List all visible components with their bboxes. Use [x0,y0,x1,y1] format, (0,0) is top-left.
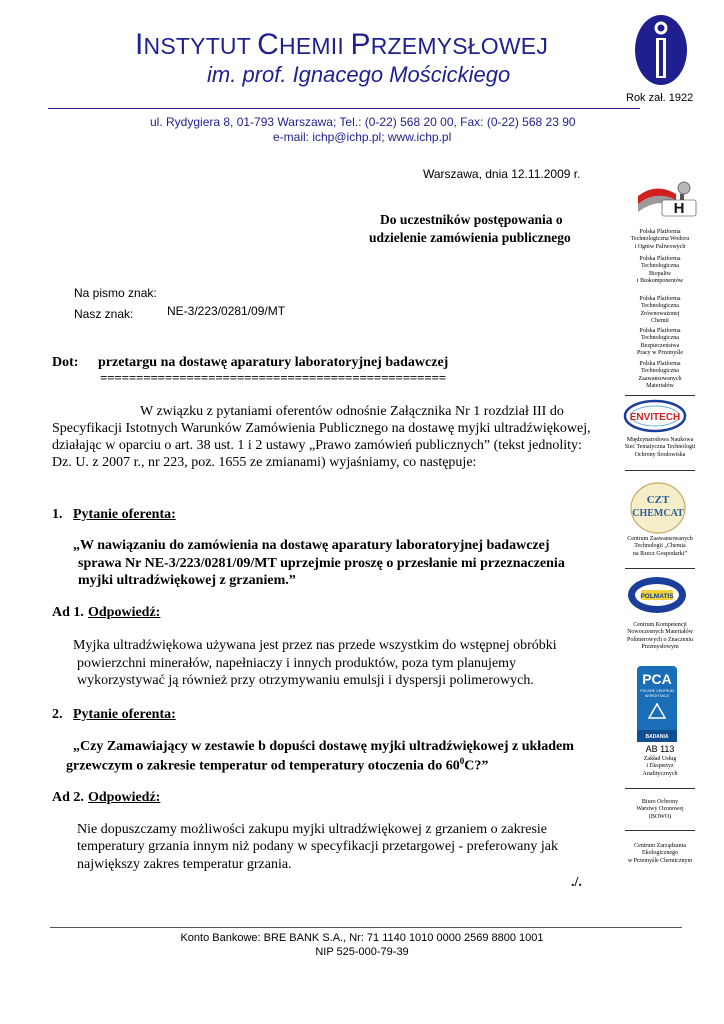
question-number: 1. [52,507,63,522]
accreditation-number: AB 113 [645,744,675,754]
sidebar-caption: Polska Platforma Technologiczna Zaawansowanych Materiałów [638,361,682,390]
h-badge: H [673,200,685,217]
bank-account: Konto Bankowe: BRE BANK S.A., Nr: 71 1140 1010 0000 2569 8800 1001 [180,932,544,944]
ichp-logo-icon [631,10,691,86]
answer-text-line: Myjka ultradźwiękowa używana jest przez nas przede wszystkim do wstępnej obróbki [73,638,557,653]
answer-text-line: temperatury grzania innym niż podany w specyfikacji przetargowej - preferowany jak [77,839,558,854]
intro-line: Dz. U. z 2007 r., nr 223, poz. 1655 ze zmianami) wyjaśniamy, co następuje: [52,455,477,470]
intro-line: działając w oparciu o art. 38 ust. 1 i 2 ustawy „Prawo zamówień publicznych” (tekst jednolity: [52,438,582,453]
pca-wordmark: PCA [642,671,672,687]
sidebar-divider [625,395,695,396]
czt-chemcat-logo-icon [629,481,687,535]
pca-accreditation-logo-icon [637,666,677,742]
sidebar-caption: Polska Platforma Technologiczna Wodoru i Ogniw Paliwowych [630,229,690,250]
sidebar-caption: Polska Platforma Technologiczna Bezpieczeństwa Pracy w Przemyśle [637,328,683,357]
sidebar-caption: Centrum Zaawansowanych Technologii „Chemia na Rzecz Gospodarki” [627,536,693,557]
question-text-line: sprawa Nr NE-3/223/0281/09/MT uprzejmie proszę o przesłanie mi przeznaczenia [78,556,565,571]
institute-subtitle: im. prof. Ignacego Mościckiego [207,62,511,87]
sidebar-divider [625,830,695,831]
sidebar-caption: Zakład Usług i Ekspertyz Analitycznych [642,756,678,777]
address-line: ul. Rydygiera 8, 01-793 Warszawa; Tel.: (0-22) 568 20 00, Fax: (0-22) 568 23 90 [150,115,576,129]
sidebar-caption: Międzynarodowa Naukowa Sieć Tematyczna Technologii Ochrony Środowiska [624,437,696,458]
header-divider [48,108,640,109]
reference-label: Nasz znak: [74,307,134,321]
intro-line: Specyfikacji Istotnych Warunków Zamówienia Publicznego na dostawę myjki ultradźwiękowej, [52,421,591,436]
sidebar-divider [625,788,695,789]
recipient-line: udzielenie zamówienia publicznego [369,230,571,245]
intro-line: W związku z pytaniami oferentów odnośnie Załącznika Nr 1 rozdział III do [140,404,564,419]
question-text-line: myjki ultradźwiękowej z grzaniem.” [78,573,296,588]
reference-label: Na pismo znak: [74,286,157,300]
question-text-line: „Czy Zamawiający w zestawie b dopuści dostawę myjki ultradźwiękowej z układem [73,739,574,754]
answer-heading: Odpowiedź: [88,790,161,805]
polmatis-wordmark: POLMATIS [640,593,674,600]
envitech-logo-icon [623,398,687,434]
footer-divider [50,927,682,928]
end-mark: ./. [571,875,582,890]
envitech-wordmark: ENVITECH [629,412,681,423]
sidebar-divider [625,568,695,569]
reference-number: NE-3/223/0281/09/MT [167,304,286,318]
subject-text: przetargu na dostawę aparatury laboratoryjnej badawczej [98,355,449,370]
question-number: 2. [52,707,63,722]
question-heading: Pytanie oferenta: [73,507,176,522]
sidebar-caption: Polska Platforma Technologiczna Zrównoważonej Chemii [639,296,681,325]
sidebar-caption: Biuro Ochrony Warstwy Ozonowej (BOWO) [636,799,684,820]
svg-text:POLSKIE CENTRUM: POLSKIE CENTRUM [640,689,674,693]
answer-text-line: wykorzystywać ją również przy otrzymywaniu emulsji i dyspersji polimerowych. [77,673,534,688]
subject-label: Dot: [52,355,79,370]
hydrogen-platform-logo-icon [636,178,698,224]
answer-prefix: Ad 1. [52,605,84,620]
tax-id: NIP 525-000-79-39 [315,946,409,958]
answer-prefix: Ad 2. [52,790,84,805]
sidebar-caption: Centrum Kompetencji Nowoczesnych Materiałów Polimerowych o Znaczeniu Przemysłowym [627,622,693,651]
founded-year: Rok zał. 1922 [626,92,694,104]
chemcat-wordmark: CHEMCAT [632,508,684,519]
svg-text:BADANIA: BADANIA [645,734,669,740]
polmatis-logo-icon [627,575,687,615]
institute-name: INSTYTUT CHEMII PRZEMYSŁOWEJ [135,28,549,61]
question-heading: Pytanie oferenta: [73,707,176,722]
sidebar-caption: Centrum Zarządzania Ekologicznego w Przemyśle Chemicznym [627,843,693,864]
subject-separator: ================================================ [100,370,446,385]
czt-wordmark: CZT [646,494,670,506]
recipient-line: Do uczestników postępowania o [380,212,563,227]
question-text-line: „W nawiązaniu do zamówienia na dostawę aparatury laboratoryjnej badawczej [73,538,550,553]
email-line[interactable]: e-mail: ichp@ichp.pl; www.ichp.pl [273,130,452,144]
answer-text-line: powierzchni minerałów, napełniaczy i innych produktów, poza tym planujemy [77,656,517,671]
sidebar-caption: Polska Platforma Technologiczna Biopaliw i Biokomponentów [636,256,684,285]
answer-heading: Odpowiedź: [88,605,161,620]
svg-text:AKREDYTACJI: AKREDYTACJI [645,694,669,698]
answer-text-line: Nie dopuszczamy możliwości zakupu myjki ultradźwiękowej z grzaniem o zakresie [77,822,547,837]
question-text-line: grzewczym o zakresie temperatur od temperatury otoczenia do $60^0C$?” [66,756,489,774]
answer-text-line: największy zakres temperatur grzania. [77,857,292,872]
sidebar-divider [625,470,695,471]
letter-date: Warszawa, dnia 12.11.2009 r. [423,167,581,181]
